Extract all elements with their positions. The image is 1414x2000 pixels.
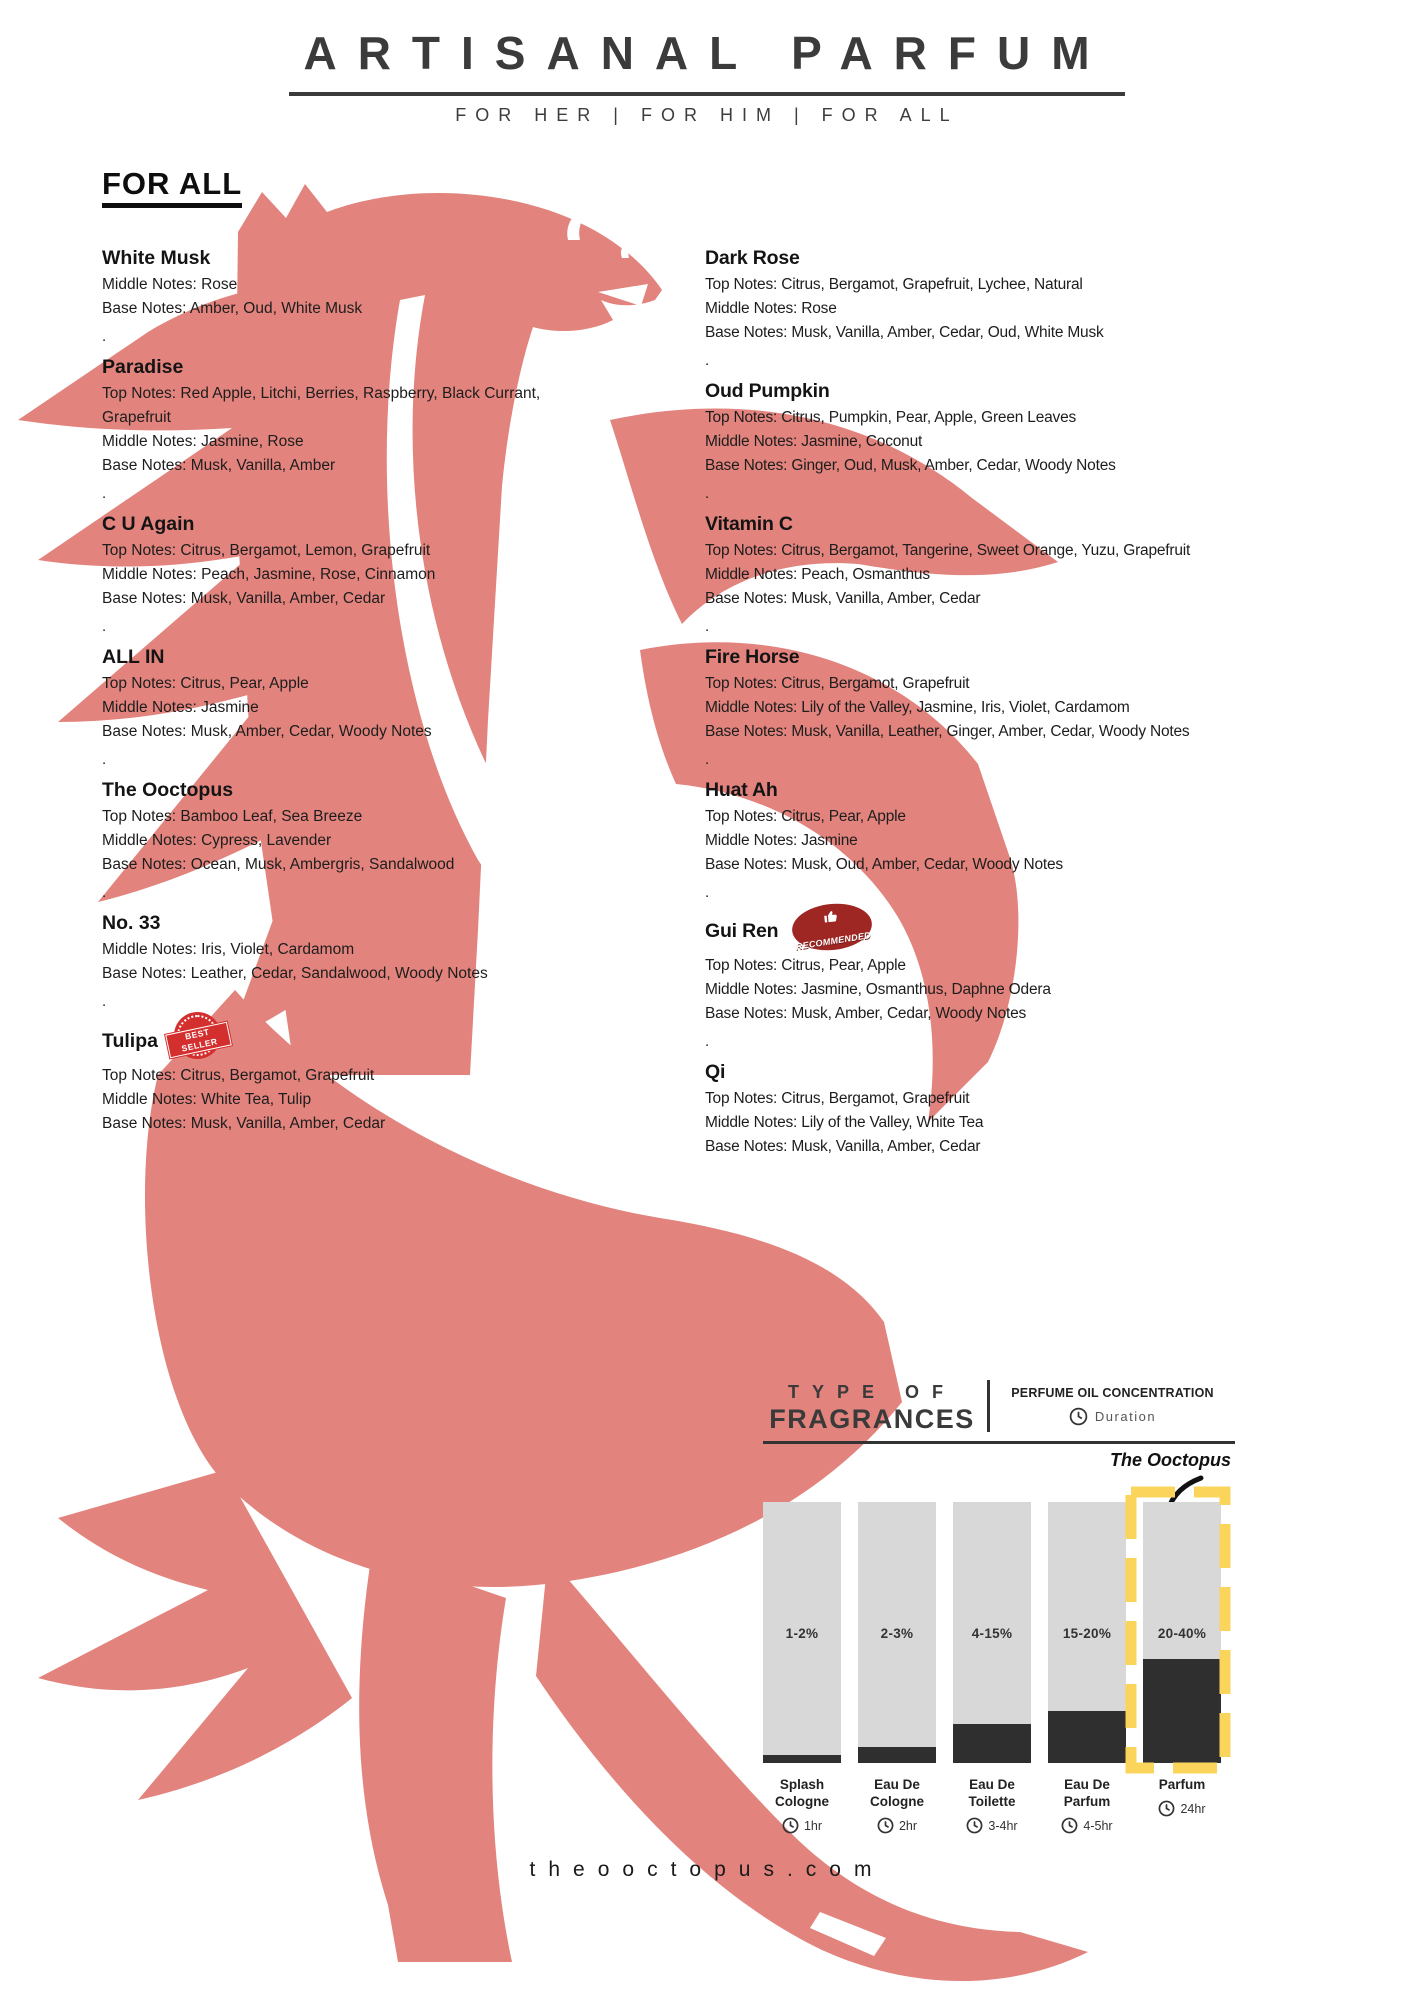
page-header (0, 26, 1414, 126)
bar (953, 1502, 1031, 1763)
bar (763, 1502, 841, 1763)
thumbs-up-icon (822, 907, 841, 926)
fragrance-note: Top Notes: Citrus, Bergamot, Grapefruit (705, 675, 970, 692)
fragrance-name-text: Oud Pumpkin (705, 380, 830, 402)
fragrance-note: Top Notes: Bamboo Leaf, Sea Breeze (102, 808, 363, 825)
fragrance-note: Top Notes: Citrus, Pear, Apple (102, 675, 309, 692)
fragrance-column-left (102, 243, 582, 1136)
chart-title (763, 1380, 981, 1432)
bar-group (1143, 1502, 1221, 1834)
bar-fill (858, 1747, 936, 1763)
fragrance-note: Middle Notes: Jasmine, Osmanthus, Daphne Odera (705, 981, 1051, 998)
duration-value: 4-5hr (1083, 1818, 1113, 1833)
fragrance-note: Base Notes: Musk, Amber, Cedar, Woody Notes (705, 1005, 1027, 1022)
fragrance-note: Top Notes: Citrus, Pear, Apple (705, 957, 906, 974)
clock-icon (966, 1817, 983, 1834)
fragrance-note: Top Notes: Citrus, Pumpkin, Pear, Apple, Green Leaves (705, 409, 1077, 426)
entry-separator: . (705, 751, 709, 768)
entry-separator: . (102, 884, 107, 901)
fragrance-note: Middle Notes: Lily of the Valley, White Tea (705, 1114, 984, 1131)
fragrance-entry (102, 908, 582, 986)
brand-title: ARTISANAL PARFUM (289, 26, 1124, 96)
fragrance-entry (705, 775, 1325, 877)
fragrance-note: Base Notes: Amber, Oud, White Musk (102, 300, 363, 317)
bar (1143, 1502, 1221, 1763)
chart-annotation: The Ooctopus (1110, 1450, 1231, 1470)
fragrance-note: Middle Notes: Rose (102, 276, 238, 293)
fragrance-name-text: The Ooctopus (102, 779, 234, 801)
clock-icon (877, 1817, 894, 1834)
fragrance-note: Middle Notes: Jasmine (102, 699, 259, 716)
entry-separator: . (102, 618, 107, 635)
recommended-badge (790, 900, 874, 954)
fragrance-note: Base Notes: Musk, Vanilla, Leather, Ginger, Amber, Cedar, Woody Notes (705, 723, 1190, 740)
fragrance-note: Top Notes: Citrus, Bergamot, Tangerine, Sweet Orange, Yuzu, Grapefruit (705, 542, 1191, 559)
fragrance-note: Base Notes: Leather, Cedar, Sandalwood, Woody Notes (102, 965, 488, 982)
fragrance-column-right (705, 243, 1325, 1159)
fragrance-entry (102, 642, 582, 744)
section-heading: FOR ALL (102, 166, 242, 208)
fragrance-note: Base Notes: Musk, Vanilla, Amber, Cedar (705, 590, 981, 607)
best-seller-badge (174, 1012, 221, 1059)
fragrance-name (102, 642, 582, 672)
recommended-badge-label: RECOMMENDED (795, 930, 873, 952)
bar (858, 1502, 936, 1763)
fragrance-name (102, 775, 582, 805)
fragrance-name-text: Huat Ah (705, 779, 778, 801)
clock-icon (1158, 1800, 1175, 1817)
best-seller-badge-label: BEST SELLER (165, 1022, 232, 1059)
bar-group (953, 1502, 1031, 1834)
fragrance-note: Middle Notes: Jasmine, Coconut (705, 433, 923, 450)
chart-header (763, 1380, 1235, 1444)
category-label: Eau De Cologne (870, 1777, 924, 1809)
fragrance-note: Middle Notes: Cypress, Lavender (102, 832, 332, 849)
fragrance-entry (102, 1017, 582, 1136)
duration-label: Duration (1094, 1409, 1157, 1424)
fragrance-name (705, 642, 1325, 672)
fragrance-chart (763, 1380, 1235, 1850)
fragrance-note: Top Notes: Citrus, Bergamot, Grapefruit, Lychee, Natural (705, 276, 1083, 293)
bar-group (1048, 1502, 1126, 1834)
duration-value: 3-4hr (988, 1818, 1018, 1833)
fragrance-name (705, 376, 1325, 406)
category-label: Splash Cologne (775, 1777, 829, 1809)
fragrance-name-text: C U Again (102, 513, 195, 535)
fragrance-note: Base Notes: Musk, Vanilla, Amber, Cedar (705, 1138, 981, 1155)
chart-title-line2: FRAGRANCES (769, 1404, 975, 1434)
duration-value: 24hr (1180, 1801, 1206, 1816)
entry-separator: . (705, 884, 709, 901)
clock-icon (782, 1817, 799, 1834)
footer-website[interactable]: theooctopus.com (529, 1858, 885, 1881)
entry-separator: . (102, 485, 107, 502)
fragrance-entry (102, 509, 582, 611)
fragrance-entry (705, 1057, 1325, 1159)
duration-row (782, 1817, 822, 1834)
fragrance-note: Base Notes: Musk, Vanilla, Amber, Cedar (102, 590, 386, 607)
thumbs-up-icon-wrap (822, 907, 841, 926)
fragrance-note: Top Notes: Citrus, Bergamot, Grapefruit (102, 1067, 375, 1084)
entry-separator: . (705, 485, 709, 502)
concentration-label: 2-3% (880, 1626, 914, 1641)
fragrance-name-text: White Musk (102, 247, 211, 269)
entry-separator: . (705, 1033, 709, 1050)
concentration-label: 4-15% (971, 1626, 1013, 1641)
fragrance-entry (102, 352, 582, 478)
fragrance-name (102, 1017, 582, 1064)
fragrance-name (102, 243, 582, 273)
fragrance-note: Top Notes: Citrus, Bergamot, Lemon, Grapefruit (102, 542, 431, 559)
fragrance-note: Base Notes: Musk, Vanilla, Amber, Cedar, Oud, White Musk (705, 324, 1104, 341)
fragrance-name-text: ALL IN (102, 646, 165, 668)
fragrance-note: Base Notes: Ginger, Oud, Musk, Amber, Cedar, Woody Notes (705, 457, 1116, 474)
fragrance-note: Base Notes: Musk, Vanilla, Amber, Cedar (102, 1115, 386, 1132)
fragrance-name (705, 509, 1325, 539)
fragrance-note: Middle Notes: Peach, Osmanthus (705, 566, 930, 583)
fragrance-entry (705, 509, 1325, 611)
bar-fill (1048, 1711, 1126, 1763)
fragrance-name (102, 352, 582, 382)
fragrance-name (705, 1057, 1325, 1087)
concentration-label: 1-2% (785, 1626, 819, 1641)
fragrance-entry (102, 775, 582, 877)
bar (1048, 1502, 1126, 1763)
fragrance-name (102, 908, 582, 938)
chart-legend (990, 1380, 1235, 1432)
chart-bars (763, 1502, 1221, 1834)
fragrance-note: Base Notes: Musk, Vanilla, Amber (102, 457, 336, 474)
fragrance-note: Middle Notes: White Tea, Tulip (102, 1091, 312, 1108)
fragrance-name-text: Fire Horse (705, 646, 800, 668)
fragrance-name-text: Tulipa (102, 1029, 158, 1052)
fragrance-note: Top Notes: Red Apple, Litchi, Berries, Raspberry, Black Currant, Grapefruit (102, 385, 541, 426)
duration-value: 2hr (898, 1818, 918, 1833)
concentration-label: 20-40% (1157, 1626, 1207, 1641)
fragrance-name-text: Gui Ren (705, 920, 779, 942)
fragrance-note: Base Notes: Ocean, Musk, Ambergris, Sandalwood (102, 856, 455, 873)
duration-row (1061, 1817, 1112, 1834)
fragrance-note: Base Notes: Musk, Amber, Cedar, Woody Notes (102, 723, 432, 740)
fragrance-entry (705, 642, 1325, 744)
duration-row (1158, 1800, 1205, 1817)
bar-fill (1143, 1659, 1221, 1763)
fragrance-note: Middle Notes: Iris, Violet, Cardamom (102, 941, 355, 958)
duration-row (966, 1817, 1017, 1834)
fragrance-entry (705, 376, 1325, 478)
entry-separator: . (102, 328, 107, 345)
clock-icon (1069, 1407, 1088, 1426)
fragrance-name (705, 775, 1325, 805)
chart-subtitle: PERFUME OIL CONCENTRATION (1011, 1386, 1214, 1400)
bar-fill (763, 1755, 841, 1763)
category-label: Eau De Parfum (1063, 1777, 1111, 1809)
fragrance-note: Middle Notes: Rose (705, 300, 837, 317)
fragrance-name (705, 908, 1325, 954)
entry-separator: . (705, 618, 709, 635)
page-footer (0, 1858, 1414, 1882)
fragrance-note: Top Notes: Citrus, Pear, Apple (705, 808, 906, 825)
concentration-label: 15-20% (1062, 1626, 1112, 1641)
entry-separator: . (102, 751, 107, 768)
chart-title-line1: TYPE OF (787, 1382, 956, 1402)
fragrance-name-text: No. 33 (102, 912, 161, 934)
bar-fill (953, 1724, 1031, 1763)
clock-icon (1061, 1817, 1078, 1834)
fragrance-name-text: Dark Rose (705, 247, 800, 269)
fragrance-name (705, 243, 1325, 273)
entry-separator: . (102, 993, 107, 1010)
fragrance-note: Middle Notes: Lily of the Valley, Jasmine, Iris, Violet, Cardamom (705, 699, 1130, 716)
fragrance-name-text: Qi (705, 1061, 726, 1083)
bar-group (763, 1502, 841, 1834)
duration-value: 1hr (803, 1818, 823, 1833)
brand-subtitle: FOR HER | FOR HIM | FOR ALL (455, 105, 959, 125)
category-label: Parfum (1158, 1777, 1206, 1792)
fragrance-entry (705, 908, 1325, 1026)
fragrance-name (102, 509, 582, 539)
fragrance-note: Middle Notes: Peach, Jasmine, Rose, Cinnamon (102, 566, 436, 583)
bar-group (858, 1502, 936, 1834)
fragrance-note: Base Notes: Musk, Oud, Amber, Cedar, Woody Notes (705, 856, 1063, 873)
category-label: Eau De Toilette (968, 1777, 1016, 1809)
fragrance-note: Top Notes: Citrus, Bergamot, Grapefruit (705, 1090, 970, 1107)
fragrance-note: Middle Notes: Jasmine, Rose (102, 433, 304, 450)
duration-row (877, 1817, 917, 1834)
fragrance-entry (102, 243, 582, 321)
fragrance-entry (705, 243, 1325, 345)
fragrance-name-text: Vitamin C (705, 513, 793, 535)
entry-separator: . (705, 352, 709, 369)
fragrance-name-text: Paradise (102, 356, 184, 378)
fragrance-note: Middle Notes: Jasmine (705, 832, 858, 849)
